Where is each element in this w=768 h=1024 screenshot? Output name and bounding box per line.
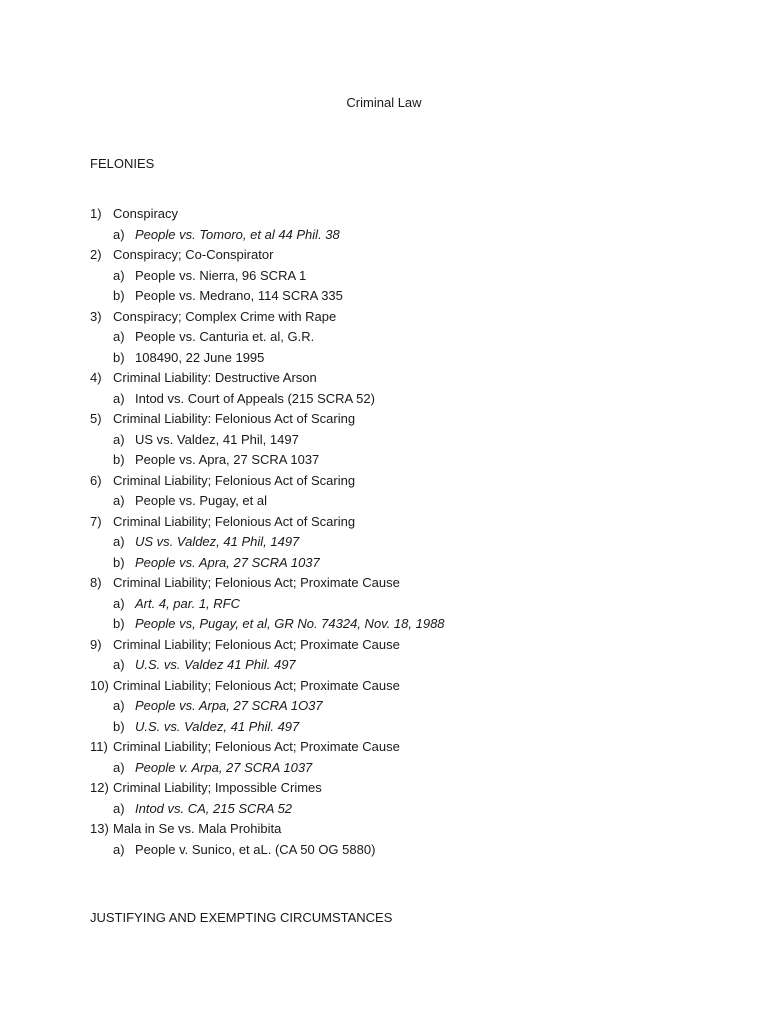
sub-list-item-letter: a) xyxy=(113,431,125,447)
list-item xyxy=(90,737,710,758)
list-item-number: 10) xyxy=(90,677,109,693)
list-item-title: Criminal Liability; Felonious Act; Proximate Cause xyxy=(113,739,400,754)
list-item xyxy=(90,471,710,492)
sub-list-item xyxy=(90,717,710,738)
list-item xyxy=(90,245,710,266)
list-item-title: Criminal Liability; Felonious Act of Scaring xyxy=(113,513,356,529)
case-citation: U.S. vs. Valdez 41 Phil. 497 xyxy=(135,657,296,672)
list-item xyxy=(90,778,710,799)
case-citation: People vs. Apra, 27 SCRA 1037 xyxy=(135,554,320,570)
case-citation: Art. 4, par. 1, RFC xyxy=(135,595,240,611)
sub-list-item-letter: b) xyxy=(113,349,125,365)
list-item-number: 4) xyxy=(90,370,102,385)
document-title: Criminal Law xyxy=(346,95,422,110)
sub-list-item-letter: a) xyxy=(113,390,125,406)
sub-list-item xyxy=(90,450,710,471)
sub-list-item xyxy=(90,532,710,553)
sub-list-item-letter: a) xyxy=(113,698,125,713)
case-citation: People vs. Medrano, 114 SCRA 335 xyxy=(135,288,343,303)
case-citation: People vs, Pugay, et al, GR No. 74324, Nov. 18, 1988 xyxy=(135,616,445,631)
list-item xyxy=(90,635,710,656)
sub-list-item xyxy=(90,696,710,717)
list-item-title: Criminal Liability; Impossible Crimes xyxy=(113,780,322,795)
sub-list-item-letter: a) xyxy=(113,657,125,672)
sub-list-item-letter: b) xyxy=(113,554,125,570)
sub-list-item-letter: a) xyxy=(113,534,125,549)
list-item xyxy=(90,676,710,697)
case-citation: People vs. Pugay, et al xyxy=(135,493,268,508)
sub-list-item xyxy=(90,655,710,676)
case-citation: People v. Sunico, et aL. (CA 50 OG 5880) xyxy=(135,841,376,857)
sub-list-item xyxy=(90,594,710,615)
sub-list-item xyxy=(90,840,710,861)
list-item-title: Criminal Liability: Destructive Arson xyxy=(113,370,317,385)
list-item-number: 13) xyxy=(90,821,109,836)
sub-list-item xyxy=(90,553,710,574)
sub-list-item xyxy=(90,389,710,410)
section-heading-justifying-exempting: JUSTIFYING AND EXEMPTING CIRCUMSTANCES xyxy=(90,910,393,925)
list-item xyxy=(90,368,710,389)
sub-list-item-letter: a) xyxy=(113,595,125,611)
sub-list-item-letter: a) xyxy=(113,841,125,857)
sub-list-item xyxy=(90,758,710,779)
sub-list-item xyxy=(90,799,710,820)
list-item-title: Conspiracy; Co-Conspirator xyxy=(113,247,274,262)
list-item-number: 3) xyxy=(90,308,102,324)
list-item-number: 1) xyxy=(90,206,102,221)
case-citation: People vs. Tomoro, et al 44 Phil. 38 xyxy=(135,226,340,242)
list-item-title: Criminal Liability; Felonious Act; Proximate Cause xyxy=(113,575,400,590)
felonies-list xyxy=(90,204,710,860)
sub-list-item xyxy=(90,348,710,369)
list-item xyxy=(90,307,710,328)
list-item-title: Mala in Se vs. Mala Prohibita xyxy=(113,821,282,836)
sub-list-item-letter: b) xyxy=(113,288,125,303)
list-item-title: Criminal Liability; Felonious Act; Proximate Cause xyxy=(113,636,400,652)
case-citation: People vs. Apra, 27 SCRA 1037 xyxy=(135,452,320,467)
list-item-title: Criminal Liability: Felonious Act of Scaring xyxy=(113,411,356,426)
list-item-title: Criminal Liability; Felonious Act of Scaring xyxy=(113,472,356,488)
sub-list-item-letter: b) xyxy=(113,718,125,734)
sub-list-item-letter: a) xyxy=(113,226,125,242)
list-item-number: 11) xyxy=(90,739,108,754)
list-item-number: 5) xyxy=(90,411,102,426)
case-citation: People vs. Nierra, 96 SCRA 1 xyxy=(135,267,307,283)
sub-list-item xyxy=(90,491,710,512)
sub-list-item-letter: a) xyxy=(113,759,125,775)
sub-list-item-letter: a) xyxy=(113,267,125,283)
list-item-number: 9) xyxy=(90,636,102,652)
sub-list-item-letter: b) xyxy=(113,616,125,631)
case-citation: Intod vs. CA, 215 SCRA 52 xyxy=(135,800,293,816)
case-citation: People v. Arpa, 27 SCRA 1037 xyxy=(135,759,313,775)
sub-list-item xyxy=(90,266,710,287)
case-citation: US vs. Valdez, 41 Phil, 1497 xyxy=(135,431,299,447)
list-item xyxy=(90,204,710,225)
list-item-number: 6) xyxy=(90,472,102,488)
case-citation: US vs. Valdez, 41 Phil, 1497 xyxy=(135,534,300,549)
list-item xyxy=(90,409,710,430)
case-citation: People vs. Arpa, 27 SCRA 1O37 xyxy=(135,698,323,713)
sub-list-item xyxy=(90,286,710,307)
sub-list-item-letter: a) xyxy=(113,800,125,816)
sub-list-item xyxy=(90,430,710,451)
list-item-number: 2) xyxy=(90,247,102,262)
sub-list-item-letter: b) xyxy=(113,452,125,467)
list-item-number: 8) xyxy=(90,575,102,590)
sub-list-item xyxy=(90,614,710,635)
sub-list-item xyxy=(90,225,710,246)
sub-list-item xyxy=(90,327,710,348)
case-citation: 108490, 22 June 1995 xyxy=(135,349,265,365)
case-citation: Intod vs. Court of Appeals (215 SCRA 52) xyxy=(135,390,375,406)
list-item-number: 12) xyxy=(90,780,109,795)
case-citation: People vs. Canturia et. al, G.R. xyxy=(135,329,315,344)
list-item xyxy=(90,573,710,594)
list-item-title: Criminal Liability; Felonious Act; Proximate Cause xyxy=(113,677,400,693)
list-item xyxy=(90,512,710,533)
list-item-title: Conspiracy xyxy=(113,206,179,221)
section-heading-felonies: FELONIES xyxy=(90,156,155,171)
list-item-number: 7) xyxy=(90,513,102,529)
sub-list-item-letter: a) xyxy=(113,329,125,344)
case-citation: U.S. vs. Valdez, 41 Phil. 497 xyxy=(135,718,300,734)
list-item xyxy=(90,819,710,840)
sub-list-item-letter: a) xyxy=(113,493,125,508)
list-item-title: Conspiracy; Complex Crime with Rape xyxy=(113,308,337,324)
